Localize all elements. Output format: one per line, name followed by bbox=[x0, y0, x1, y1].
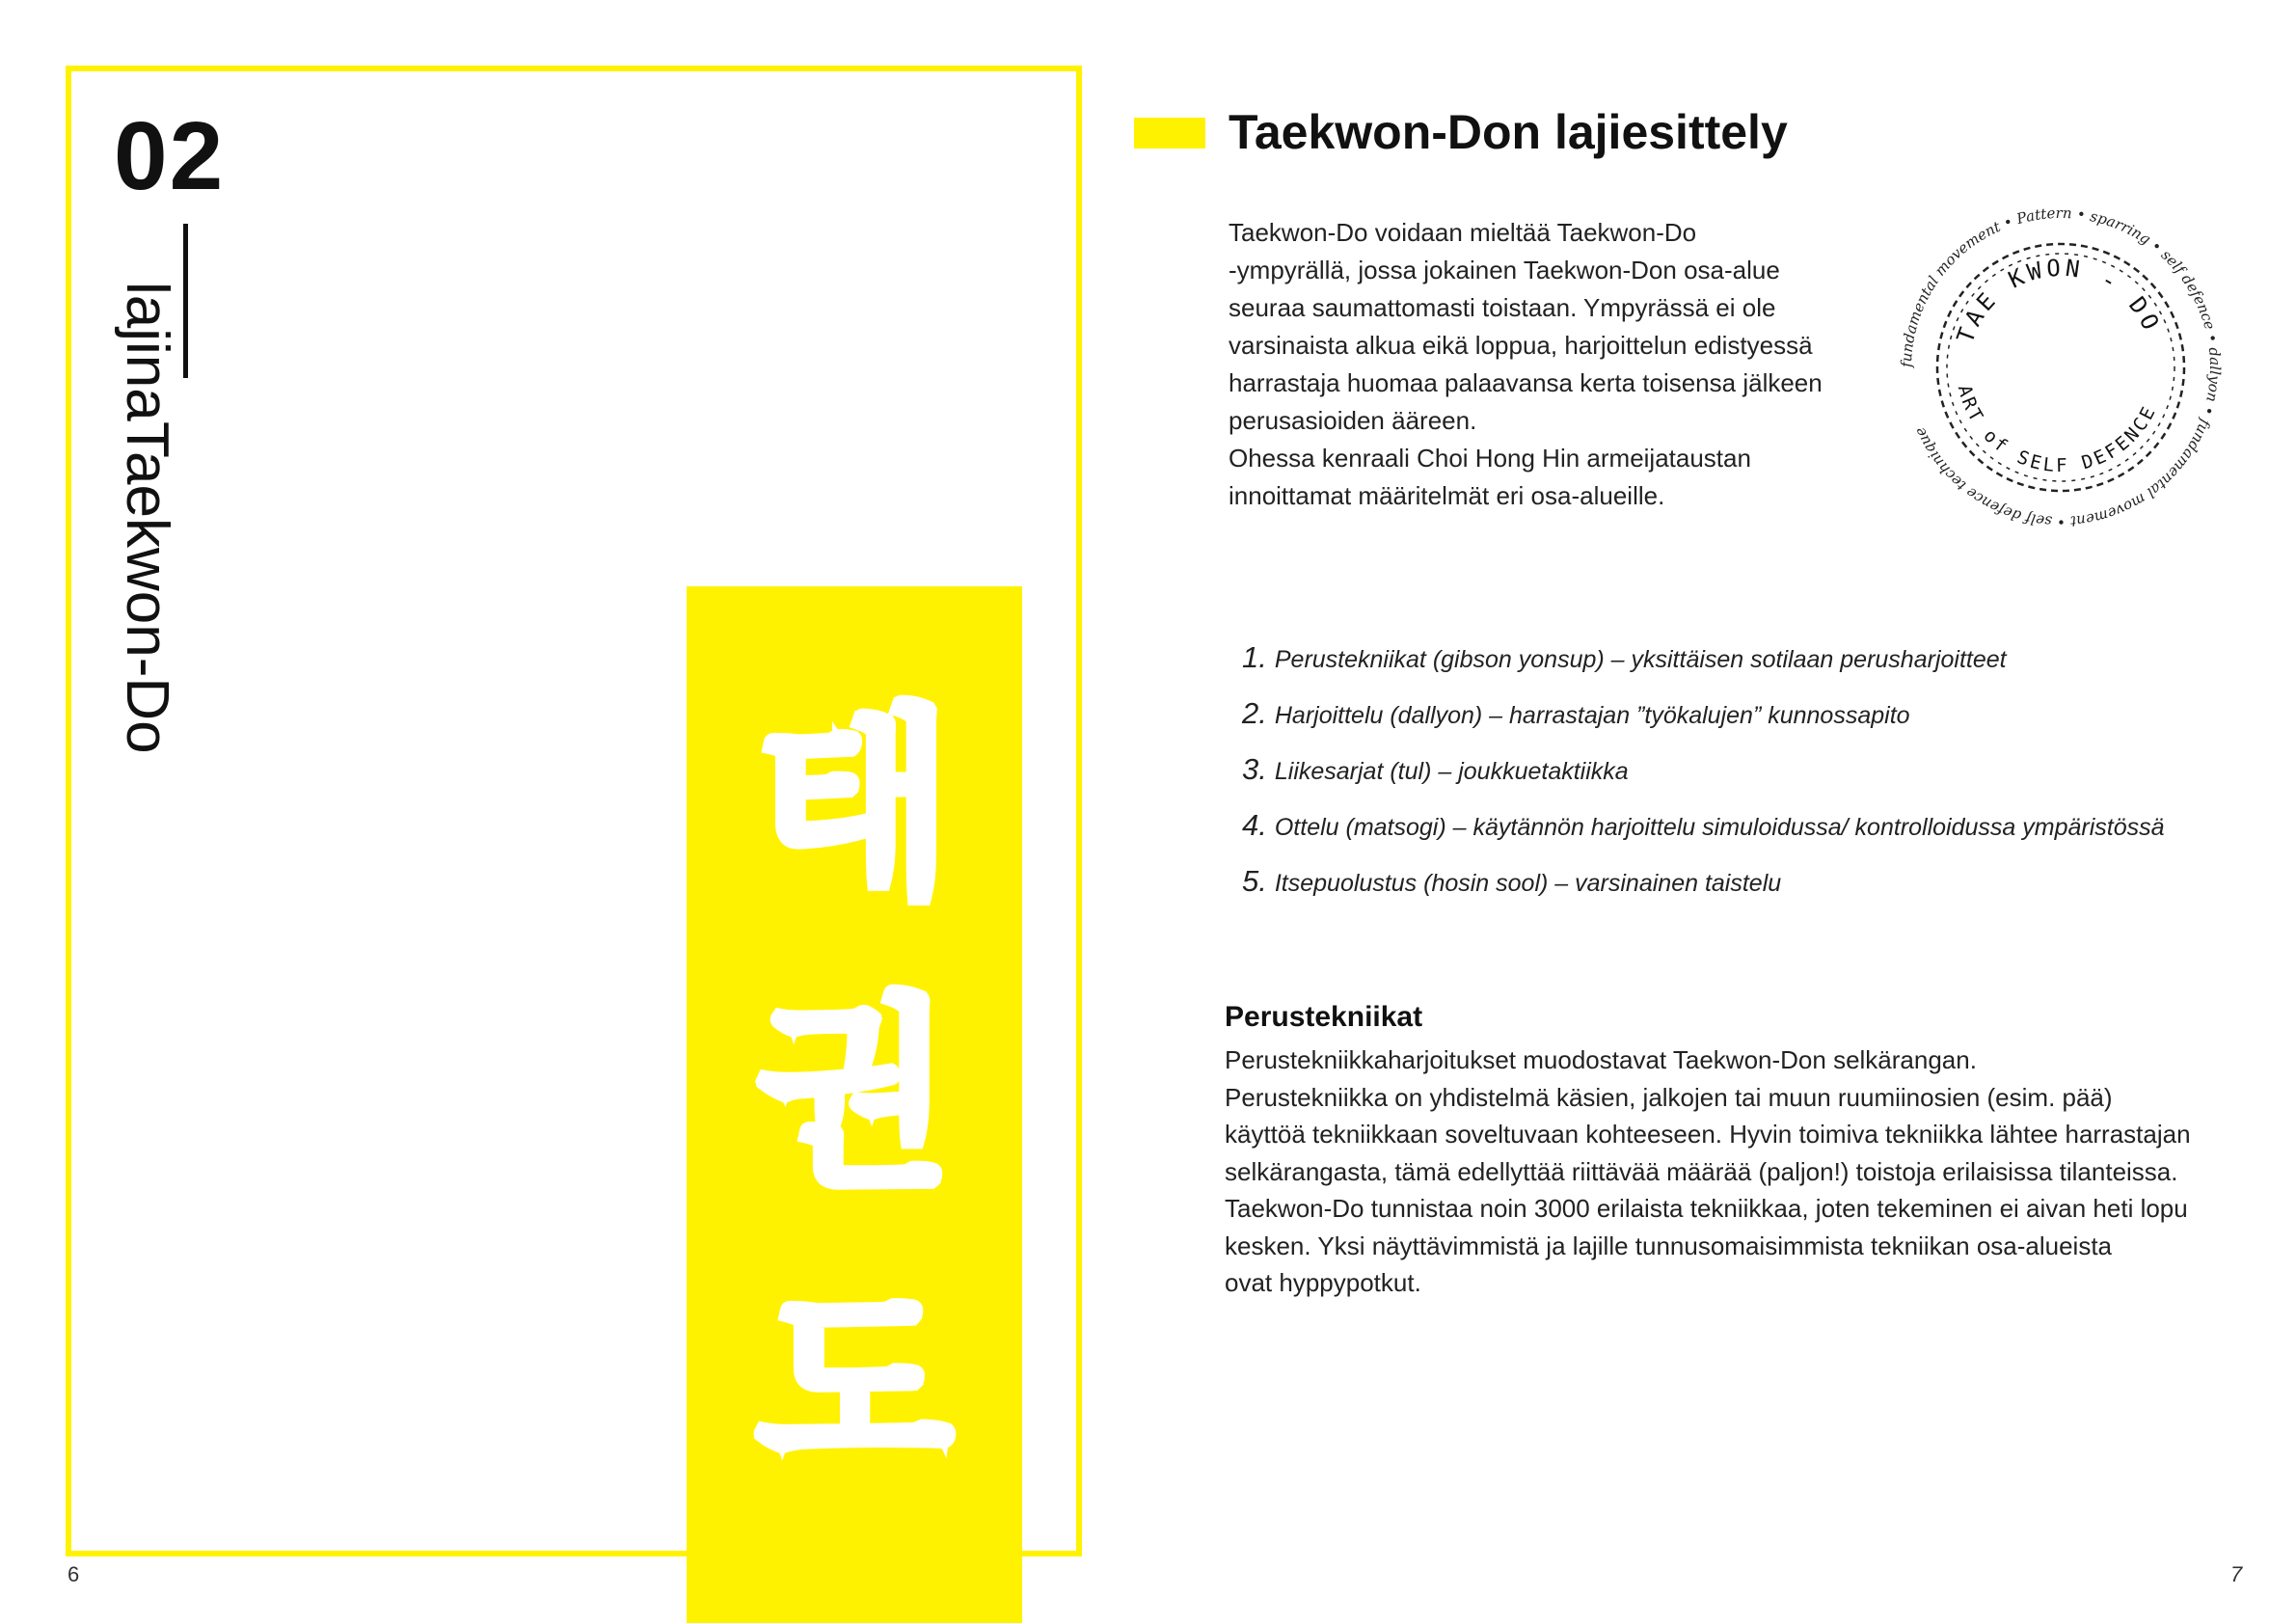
calligraphy-char-2: 권 bbox=[756, 977, 953, 1213]
list-item bbox=[1242, 638, 2264, 694]
emblem-top-text: TAE KWON - DO bbox=[1951, 254, 2167, 347]
list-item-text: Harjoittelu (dallyon) – harrastajan ”työkalujen” kunnossapito bbox=[1274, 702, 1910, 729]
intro-line: -ympyrällä, jossa jokainen Taekwon-Don osa-alue bbox=[1229, 256, 1780, 284]
list-item-number: 2. bbox=[1242, 696, 1267, 730]
list-item bbox=[1242, 806, 2264, 862]
emblem-ring-text: fundamental movement • Pattern • sparring • self defence • dallyon • fundamental movement • self defence technique bbox=[1897, 203, 2225, 531]
chapter-title-line1: Taekwon-Do bbox=[114, 420, 180, 754]
page-heading: Taekwon-Don lajiesittely bbox=[1229, 105, 1788, 159]
intro-line: innoittamat määritelmät eri osa-alueille. bbox=[1229, 481, 1665, 510]
emblem-bottom-text: ART of SELF DEFENCE bbox=[1953, 382, 2161, 477]
calligraphy-banner bbox=[687, 586, 1022, 1623]
body-line: selkärangasta, tämä edellyttää riittävää määrää (paljon!) toistoja erilaisissa tilanteissa. bbox=[1225, 1156, 2178, 1186]
calligraphy-char-1: 태 bbox=[756, 688, 953, 924]
list-item-text: Perustekniikat (gibson yonsup) – yksittäisen sotilaan perusharjoitteet bbox=[1274, 646, 2007, 673]
list-item-number: 1. bbox=[1242, 640, 1267, 674]
page-number-left: 6 bbox=[68, 1562, 80, 1586]
chapter-divider bbox=[183, 224, 188, 378]
calligraphy-char-3: 도 bbox=[756, 1266, 953, 1502]
body-paragraph bbox=[1225, 1041, 2243, 1302]
list-item-text: Ottelu (matsogi) – käytännön harjoittelu simuloidussa/ kontrolloidussa ympäristössä bbox=[1274, 814, 2165, 841]
heading-accent-bar bbox=[1134, 118, 1205, 149]
list-item bbox=[1242, 750, 2264, 806]
section-subheading: Perustekniikat bbox=[1225, 1001, 1423, 1033]
taekwondo-circle-emblem bbox=[1892, 189, 2229, 546]
body-line: ovat hyppypotkut. bbox=[1225, 1268, 1421, 1297]
intro-line: perusasioiden ääreen. bbox=[1229, 406, 1477, 435]
calligraphy-graphic bbox=[687, 586, 1022, 1623]
body-line: Perustekniikkaharjoitukset muodostavat Taekwon-Don selkärangan. bbox=[1225, 1045, 1977, 1074]
page-number-right: 7 bbox=[2230, 1562, 2243, 1586]
intro-line: harrastaja huomaa palaavansa kerta toisensa jälkeen bbox=[1229, 368, 1823, 397]
intro-paragraph bbox=[1229, 214, 1865, 515]
intro-line: Ohessa kenraali Choi Hong Hin armeijataustan bbox=[1229, 444, 1751, 473]
list-item-text: Itsepuolustus (hosin sool) – varsinainen taistelu bbox=[1274, 870, 1782, 897]
list-item-number: 4. bbox=[1242, 808, 1267, 842]
list-item-text: Liikesarjat (tul) – joukkuetaktiikka bbox=[1274, 758, 1629, 785]
intro-line: seuraa saumattomasti toistaan. Ympyrässä ei ole bbox=[1229, 293, 1776, 322]
body-line: kesken. Yksi näyttävimmistä ja lajille tunnusomaisimmista tekniikan osa-alueista bbox=[1225, 1231, 2113, 1260]
list-item bbox=[1242, 862, 2264, 918]
list-item-number: 3. bbox=[1242, 752, 1267, 786]
chapter-title-line2: lajina bbox=[114, 282, 180, 421]
body-line: Taekwon-Do tunnistaa noin 3000 erilaista tekniikkaa, joten tekeminen ei aivan heti lopu bbox=[1225, 1194, 2188, 1223]
list-item-number: 5. bbox=[1242, 864, 1267, 898]
discipline-list bbox=[1242, 638, 2264, 918]
chapter-number: 02 bbox=[114, 102, 226, 210]
body-line: käyttöä tekniikkaan soveltuvaan kohteeseen. Hyvin toimiva tekniikka lähtee harrastajan bbox=[1225, 1120, 2191, 1149]
list-item bbox=[1242, 694, 2264, 750]
chapter-title bbox=[114, 282, 179, 753]
body-line: Perustekniikka on yhdistelmä käsien, jalkojen tai muun ruumiinosien (esim. pää) bbox=[1225, 1082, 2113, 1112]
intro-line: varsinaista alkua eikä loppua, harjoittelun edistyessä bbox=[1229, 331, 1813, 360]
intro-line: Taekwon-Do voidaan mieltää Taekwon-Do bbox=[1229, 218, 1697, 247]
